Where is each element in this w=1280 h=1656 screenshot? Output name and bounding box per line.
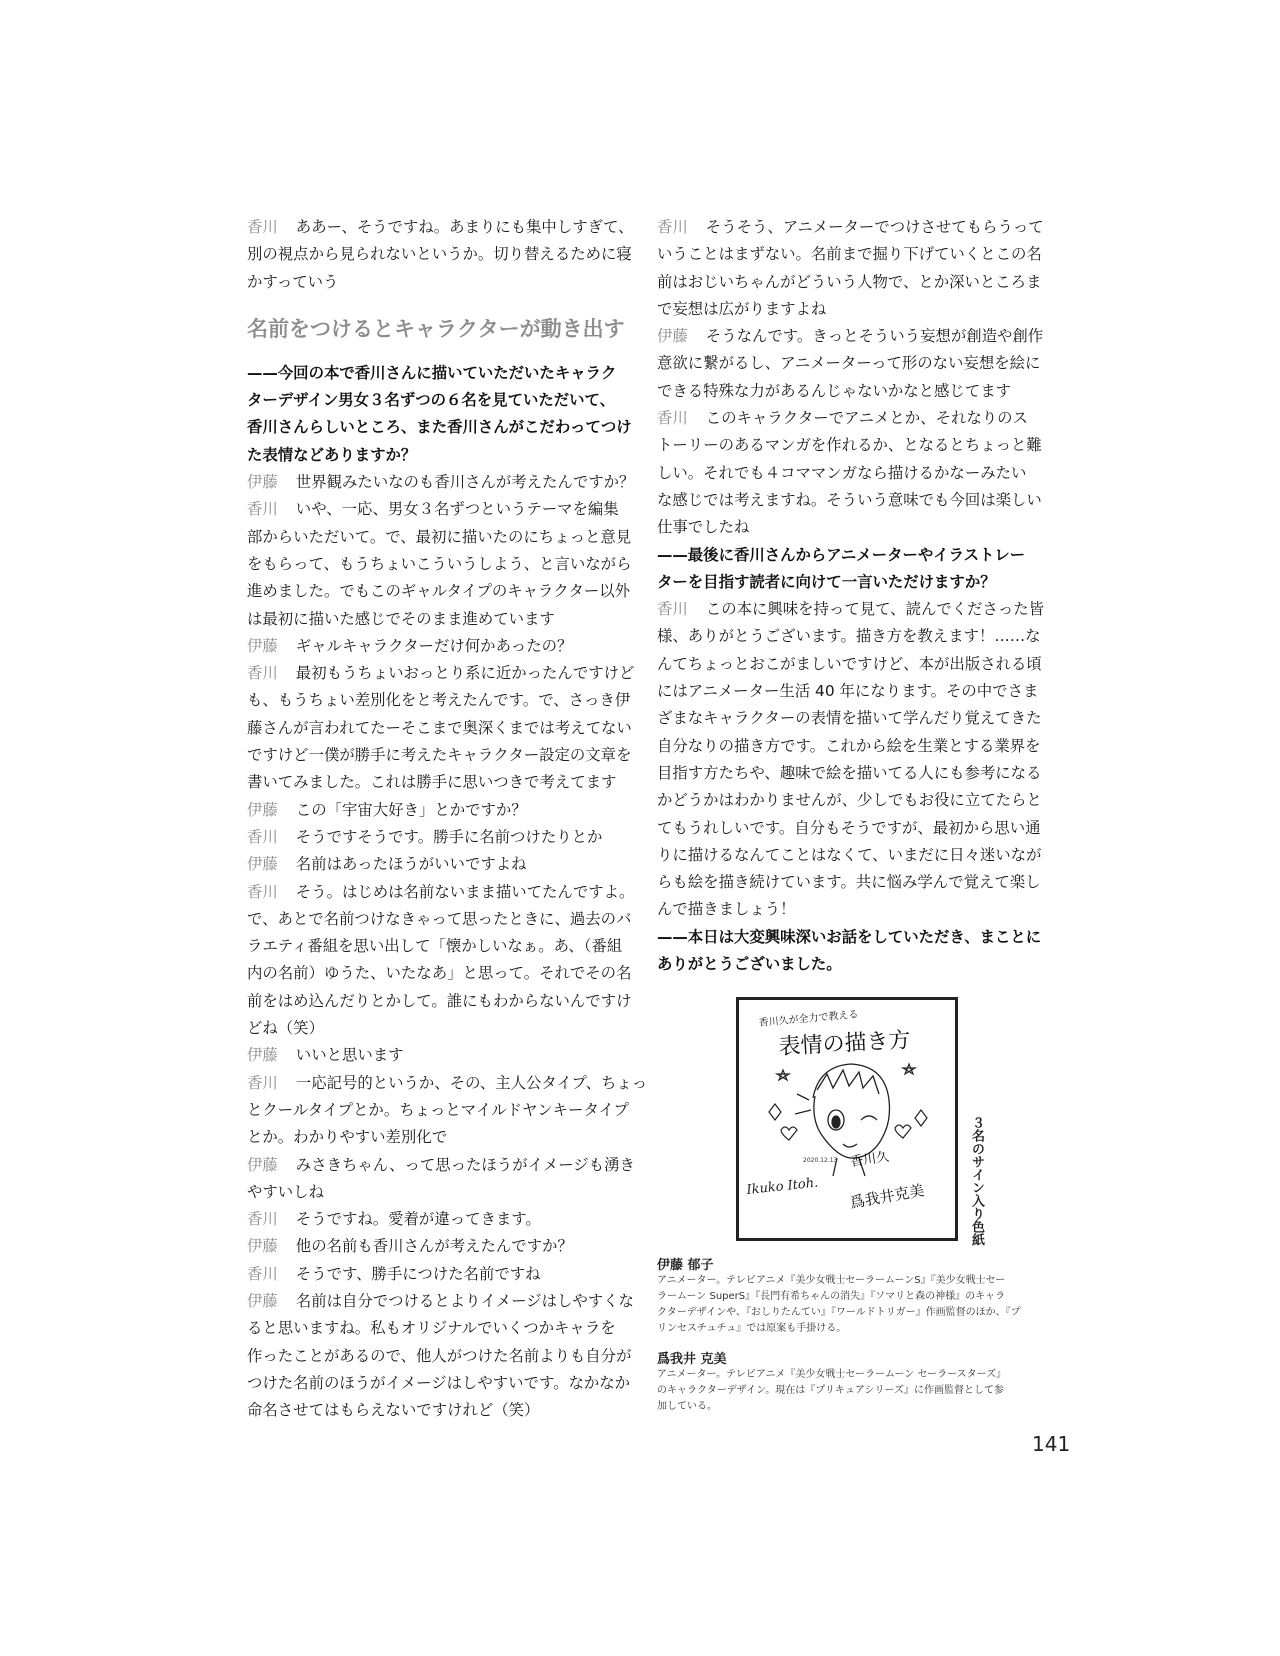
dialogue-line bbox=[247, 1397, 637, 1424]
dialogue-line bbox=[657, 296, 1039, 323]
dialogue-line bbox=[247, 1343, 637, 1370]
dialogue-line bbox=[247, 1206, 637, 1233]
dialogue-line bbox=[247, 960, 637, 987]
dialogue-line bbox=[657, 869, 1039, 896]
speaker-label: 香川 bbox=[247, 218, 278, 236]
dialogue-line bbox=[657, 487, 1042, 514]
signature-kagawa: 香川久 bbox=[849, 1149, 891, 1170]
dialogue-line bbox=[247, 797, 637, 824]
dialogue-line bbox=[247, 715, 637, 742]
dialogue-line bbox=[247, 496, 637, 523]
dialogue-line bbox=[657, 460, 1039, 487]
profile-name-tagai: 爲我井 克美 bbox=[657, 1352, 727, 1367]
interviewer-closing: ——本日は大変興味深いお話をしていただき、まことに bbox=[657, 927, 1042, 946]
dialogue-line bbox=[247, 851, 637, 878]
speaker-label: 香川 bbox=[247, 1210, 278, 1229]
dialogue-line bbox=[657, 651, 1042, 678]
dialogue-text: 仕事でしたね bbox=[657, 518, 750, 537]
dialogue-text: 前はおじいちゃんがどういう人物で、とか深いところま bbox=[657, 272, 1042, 291]
speaker-label: 伊藤 bbox=[247, 1237, 278, 1256]
shikishi-title-text: 表情の描き方 bbox=[778, 1028, 912, 1060]
dialogue-line bbox=[247, 606, 637, 633]
dialogue-text: 一応記号的というか、その、主人公タイプ、ちょっ bbox=[295, 1073, 648, 1092]
dialogue-line bbox=[247, 1233, 637, 1260]
dialogue-text: やすいしね bbox=[247, 1182, 324, 1201]
dialogue-line bbox=[657, 378, 1039, 405]
dialogue-text: 作ったことがあるので、他人がつけた名前よりも自分が bbox=[247, 1346, 632, 1365]
dialogue-text: で、あとで名前つけなきゃって思ったときに、過去のバ bbox=[247, 909, 632, 928]
profile-line: のキャラクターデザイン。現在は『プリキュアシリーズ』に作画監督として参 bbox=[657, 1385, 1004, 1396]
profile-text-tagai bbox=[657, 1367, 1027, 1415]
signature-ikuko: Ikuko Itoh. bbox=[745, 1175, 819, 1198]
dialogue-line bbox=[247, 824, 637, 851]
dialogue-text: 最初もうちょいおっとり系に近かったんですけど bbox=[295, 664, 635, 683]
dialogue-text: みさきちゃん、って思ったほうがイメージも湧き bbox=[295, 1155, 635, 1174]
dialogue-text: つけた名前のほうがイメージはしやすいです。なかなか bbox=[247, 1373, 631, 1392]
profile-line: リンセスチュチュ』では原案も手掛ける。 bbox=[657, 1323, 847, 1334]
dialogue-line bbox=[247, 524, 637, 551]
dialogue-text: この本に興味を持って見て、読んでくださった皆 bbox=[705, 600, 1045, 619]
interviewer-question: ターデザイン男女３名ずつの６名を見ていただいて、 bbox=[247, 391, 615, 410]
speaker-label: 伊藤 bbox=[247, 636, 278, 655]
dialogue-line bbox=[247, 687, 637, 714]
dialogue-text: 名前はあったほうがいいですよね bbox=[295, 855, 527, 874]
dialogue-text: ああー、そうですね。あまりにも集中しすぎて、 bbox=[295, 218, 634, 236]
dialogue-line bbox=[657, 241, 1042, 268]
section-heading: 名前をつけるとキャラクターが動き出す bbox=[247, 316, 625, 341]
dialogue-line bbox=[247, 241, 637, 268]
dialogue-line bbox=[247, 1042, 637, 1069]
dialogue-line bbox=[657, 705, 1042, 732]
dialogue-line bbox=[657, 214, 1044, 241]
interviewer-closing: ありがとうございました。 bbox=[657, 955, 842, 974]
speaker-label: 香川 bbox=[657, 600, 688, 619]
speaker-label: 香川 bbox=[247, 1073, 278, 1092]
profile-line: 加している。 bbox=[657, 1401, 717, 1412]
dialogue-text: とか。わかりやすい差別化で bbox=[247, 1128, 448, 1147]
speaker-label: 伊藤 bbox=[247, 1155, 278, 1174]
dialogue-text: んで描きましょう！ bbox=[657, 900, 796, 919]
dialogue-line bbox=[657, 405, 1039, 432]
dialogue-line bbox=[247, 879, 637, 906]
dialogue-text: かどうかはわかりませんが、少しでもお役に立てたらと bbox=[657, 791, 1042, 810]
dialogue-line bbox=[247, 660, 637, 687]
speaker-label: 伊藤 bbox=[247, 855, 278, 874]
dialogue-text: どね（笑） bbox=[247, 1019, 324, 1038]
dialogue-line bbox=[657, 596, 1045, 623]
shikishi-caption: ３名のサイン入り色紙 bbox=[969, 1116, 984, 1246]
shikishi-date: 2020.12.13 bbox=[803, 1157, 838, 1164]
dialogue-text: 内の名前）ゆうた、いたなあ」と思って。それでその名 bbox=[247, 964, 632, 983]
dialogue-text: 様、ありがとうございます。描き方を教えます！……な bbox=[657, 627, 1041, 646]
dialogue-text: この「宇宙大好き」とかですか？ bbox=[295, 800, 527, 819]
dialogue-line bbox=[247, 1124, 637, 1151]
dialogue-text: 世界観みたいなのも香川さんが考えたんですか？ bbox=[295, 473, 635, 492]
dialogue-line bbox=[247, 551, 637, 578]
dialogue-line bbox=[657, 269, 1042, 296]
dialogue-line bbox=[247, 214, 637, 241]
dialogue-line bbox=[247, 1070, 648, 1097]
dialogue-text: そう。はじめは名前ないまま描いてたんですよ。 bbox=[295, 882, 635, 901]
dialogue-line bbox=[247, 769, 637, 796]
dialogue-line bbox=[247, 988, 637, 1015]
dialogue-text: 別の視点から見られないというか。切り替えるために寝 bbox=[247, 245, 632, 264]
dialogue-text: 藤さんが言われてたーそこまで奥深くまでは考えてない bbox=[247, 718, 632, 737]
dialogue-line bbox=[247, 1179, 637, 1206]
dialogue-line bbox=[247, 933, 637, 960]
dialogue-text: 前をはめ込んだりとかして。誰にもわからないんですけ bbox=[247, 991, 632, 1010]
dialogue-text: ると思いますね。私もオリジナルでいくつかキャラを bbox=[247, 1319, 616, 1338]
dialogue-text: そうそう、アニメーターでつけさせてもらうって bbox=[705, 218, 1044, 236]
dialogue-line bbox=[657, 678, 1039, 705]
dialogue-line bbox=[247, 1261, 637, 1288]
dialogue-text: らも絵を描き続けています。共に悩み学んで覚えて楽し bbox=[657, 873, 1041, 892]
dialogue-text: ギャルキャラクターだけ何かあったの？ bbox=[295, 636, 573, 655]
right-column bbox=[657, 214, 1045, 978]
dialogue-text: りに描けるなんてことはなくて、いまだに日々迷いなが bbox=[657, 845, 1042, 864]
profile-line: クターデザインや、『おしりたんてい』『ワールドトリガー』作画監督のほか、『プ bbox=[657, 1307, 1021, 1318]
speaker-label: 伊藤 bbox=[657, 327, 688, 346]
dialogue-text: そうですね。愛着が違ってきます。 bbox=[295, 1210, 541, 1229]
dialogue-line bbox=[247, 269, 637, 296]
speaker-label: 香川 bbox=[247, 1264, 278, 1283]
dialogue-line bbox=[657, 350, 1039, 377]
dialogue-text: ですけど一僕が勝手に考えたキャラクター設定の文章を bbox=[247, 746, 632, 765]
dialogue-line bbox=[247, 1097, 637, 1124]
signed-shikishi-board bbox=[736, 997, 958, 1241]
dialogue-text: で妄想は広がりますよね bbox=[657, 299, 827, 318]
dialogue-line bbox=[657, 896, 1039, 923]
dialogue-text: てもうれしいです。自分もそうですが、最初から思い通 bbox=[657, 818, 1041, 837]
dialogue-text: 自分なりの描き方です。これから絵を生業とする業界を bbox=[657, 736, 1041, 755]
sketch-illustration bbox=[739, 1000, 955, 1238]
page-number: 141 bbox=[1032, 1432, 1071, 1456]
speaker-label: 香川 bbox=[247, 827, 278, 846]
dialogue-text: とクールタイプとか。ちょっとマイルドヤンキータイプ bbox=[247, 1100, 629, 1119]
dialogue-text: 目指す方たちや、趣味で絵を描いてる人にも参考になる bbox=[657, 763, 1042, 782]
speaker-label: 香川 bbox=[657, 409, 688, 428]
speaker-label: 伊藤 bbox=[247, 1046, 278, 1065]
dialogue-line bbox=[247, 1015, 637, 1042]
dialogue-text: をもらって、もうちょいこういうしよう、と言いながら bbox=[247, 554, 632, 573]
dialogue-text: ラエティ番組を思い出して「懐かしいなぁ。あ、（番組 bbox=[247, 937, 623, 956]
interviewer-question: ——今回の本で香川さんに描いていただいたキャラク bbox=[247, 363, 617, 382]
dialogue-text: は最初に描いた感じでそのまま進めています bbox=[247, 609, 555, 628]
dialogue-text: いや、一応、男女３名ずつというテーマを編集 bbox=[295, 500, 619, 519]
speaker-label: 香川 bbox=[247, 500, 278, 519]
dialogue-text: 他の名前も香川さんが考えたんですか？ bbox=[295, 1237, 573, 1256]
dialogue-line bbox=[247, 578, 637, 605]
dialogue-line bbox=[657, 623, 1039, 650]
dialogue-line bbox=[657, 787, 1042, 814]
dialogue-text: トーリーのあるマンガを作れるか、となるとちょっと難 bbox=[657, 436, 1042, 455]
dialogue-line bbox=[657, 432, 1042, 459]
dialogue-line bbox=[247, 906, 637, 933]
speaker-label: 伊藤 bbox=[247, 800, 278, 819]
dialogue-text: そうですそうです。勝手に名前つけたりとか bbox=[295, 827, 603, 846]
dialogue-text: かすっていう bbox=[247, 272, 339, 291]
dialogue-text: そうです、勝手につけた名前ですね bbox=[295, 1264, 541, 1283]
dialogue-text: にはアニメーター生活 40 年になります。その中でさま bbox=[657, 682, 1039, 701]
profile-line: アニメーター。テレビアニメ『美少女戦士セーラームーン セーラースターズ』 bbox=[657, 1369, 1007, 1380]
dialogue-text: いうことはまずない。名前まで掘り下げていくとこの名 bbox=[657, 245, 1042, 264]
dialogue-text: 進めました。でもこのギャルタイプのキャラクター以外 bbox=[247, 582, 631, 601]
speaker-label: 伊藤 bbox=[247, 1291, 278, 1310]
dialogue-line bbox=[657, 514, 1039, 541]
dialogue-line bbox=[657, 815, 1039, 842]
dialogue-text: そうなんです。きっとそういう妄想が創造や創作 bbox=[705, 327, 1044, 346]
signature-tagai: 爲我井克美 bbox=[848, 1181, 926, 1212]
dialogue-line bbox=[247, 742, 637, 769]
dialogue-line bbox=[657, 733, 1039, 760]
dialogue-line bbox=[247, 1315, 637, 1342]
dialogue-line bbox=[247, 1152, 637, 1179]
dialogue-text: な感じでは考えますね。そういう意味でも今回は楽しい bbox=[657, 490, 1042, 509]
dialogue-text: このキャラクターでアニメとか、それなりのス bbox=[705, 409, 1028, 428]
left-column bbox=[247, 214, 648, 1424]
dialogue-line bbox=[247, 1288, 637, 1315]
interviewer-question: ターを目指す読者に向けて一言いただけますか？ bbox=[657, 572, 996, 591]
dialogue-text: いいと思います bbox=[295, 1046, 404, 1065]
doodle-decorations bbox=[769, 1064, 927, 1140]
dialogue-line bbox=[247, 469, 637, 496]
dialogue-text: 意欲に繋がるし、アニメーターって形のない妄想を絵に bbox=[657, 354, 1041, 373]
dialogue-text: 部からいただいて。で、最初に描いたのにちょっと意見 bbox=[247, 527, 632, 546]
dialogue-line bbox=[657, 842, 1042, 869]
dialogue-text: 命名させてはもらえないですけれど（笑） bbox=[247, 1401, 540, 1420]
profile-line: アニメーター。テレビアニメ『美少女戦士セーラームーンS』『美少女戦士セー bbox=[657, 1275, 1006, 1286]
speaker-label: 香川 bbox=[657, 218, 688, 236]
dialogue-line bbox=[657, 323, 1044, 350]
dialogue-text: 名前は自分でつけるとよりイメージはしやすくな bbox=[295, 1291, 634, 1310]
dialogue-line bbox=[657, 760, 1042, 787]
dialogue-text: も、もうちょい差別化をと考えたんです。で、さっき伊 bbox=[247, 691, 631, 710]
shikishi-top-text: 香川久が全力で教える bbox=[758, 1009, 859, 1029]
dialogue-text: しい。それでも４コママンガなら描けるかなーみたい bbox=[657, 463, 1027, 482]
profile-line: ラームーン SuperS』『長門有希ちゃんの消失』『ソマリと森の神様』のキャラ bbox=[657, 1291, 1006, 1302]
speaker-label: 伊藤 bbox=[247, 473, 278, 492]
dialogue-text: んてちょっとおこがましいですけど、本が出版される頃 bbox=[657, 654, 1042, 673]
interviewer-question: た表情などありますか？ bbox=[247, 445, 417, 464]
speaker-label: 香川 bbox=[247, 882, 278, 901]
profile-text-ito bbox=[657, 1273, 1027, 1337]
speaker-label: 香川 bbox=[247, 664, 278, 683]
dialogue-line bbox=[247, 633, 637, 660]
dialogue-text: 書いてみました。これは勝手に思いつきで考えてます bbox=[247, 773, 617, 792]
dialogue-text: ざまなキャラクターの表情を描いて学んだり覚えてきた bbox=[657, 709, 1042, 728]
profile-name-ito: 伊藤 郁子 bbox=[657, 1258, 714, 1273]
dialogue-text: できる特殊な力があるんじゃないかなと感じてます bbox=[657, 381, 1011, 400]
interviewer-question: ——最後に香川さんからアニメーターやイラストレー bbox=[657, 545, 1026, 564]
interviewer-question: 香川さんらしいところ、また香川さんがこだわってつけ bbox=[247, 418, 632, 437]
dialogue-line bbox=[247, 1370, 637, 1397]
